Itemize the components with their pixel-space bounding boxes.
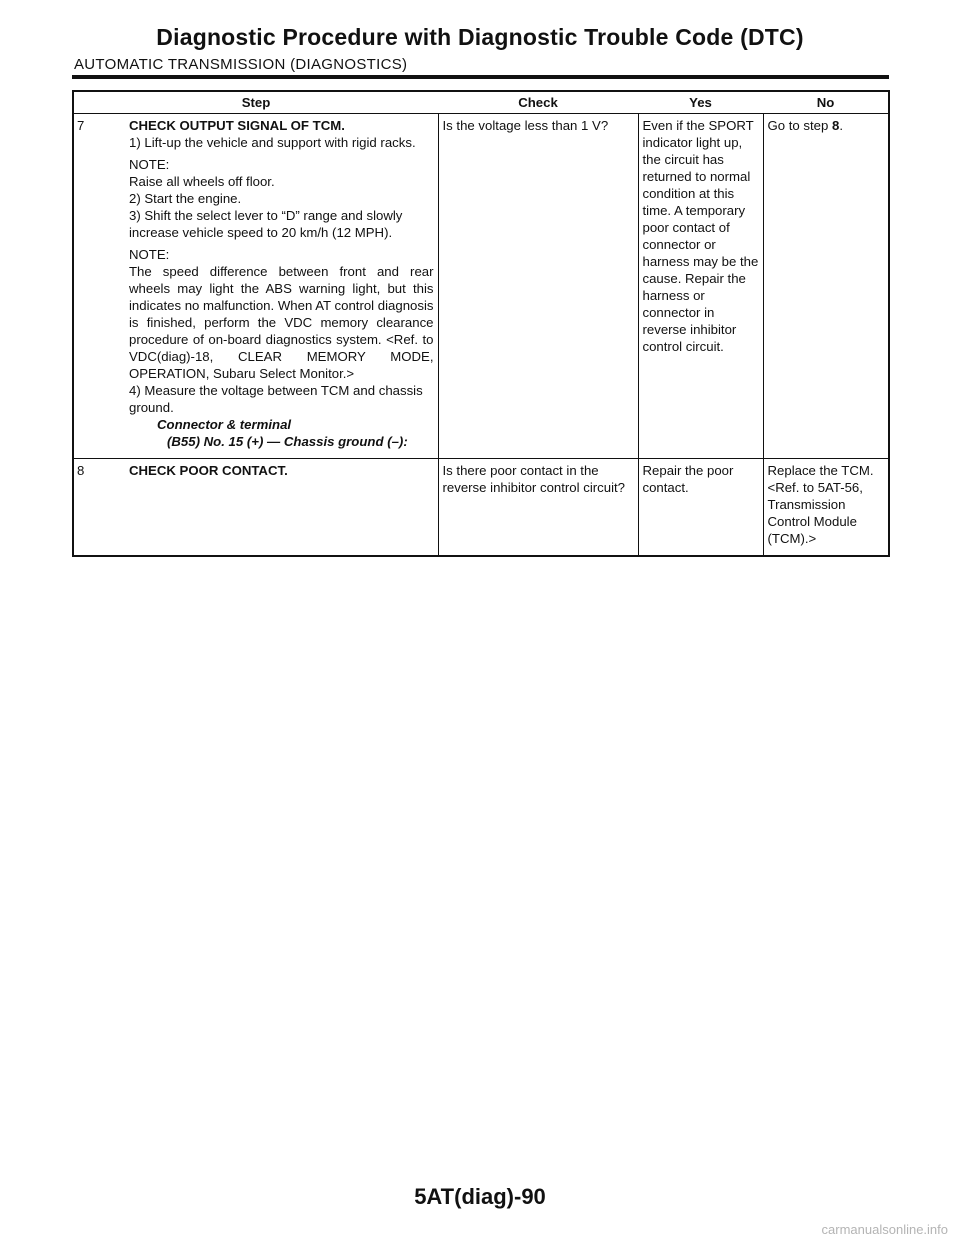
step-title: CHECK OUTPUT SIGNAL OF TCM. xyxy=(129,118,345,133)
note-text: Raise all wheels off floor. xyxy=(129,174,275,189)
column-header-yes: Yes xyxy=(638,91,763,114)
connector-label: Connector & terminal xyxy=(157,417,292,432)
page-title: Diagnostic Procedure with Diagnostic Trouble Code (DTC) xyxy=(156,24,804,50)
table-header-row xyxy=(73,91,889,114)
check-cell xyxy=(438,459,638,557)
step-cell xyxy=(73,459,438,557)
yes-text: Even if the SPORT indicator light up, the circuit has returned to normal condition at this time. A temporary poor contact of connector or harness may be the cause. Repair the harness or connector in reverse inhibitor control circuit. xyxy=(642,118,759,354)
header-rule xyxy=(72,75,889,79)
step-instruction: 4) Measure the voltage between TCM and chassis ground. xyxy=(129,383,423,415)
table-row xyxy=(73,114,889,459)
diagnostic-table xyxy=(72,90,890,557)
step-title: CHECK POOR CONTACT. xyxy=(129,463,288,478)
table-row xyxy=(73,459,889,557)
page-number: 5AT(diag)-90 xyxy=(414,1184,546,1209)
step-instruction: 1) Lift-up the vehicle and support with rigid racks. xyxy=(129,135,416,150)
note-text: The speed difference between front and rear wheels may light the ABS warning light, but this indicates no malfunction. When AT control diagnosis is finished, perform the VDC memory clearance procedure of on-board diagnostics system. <Ref. to VDC(diag)-18, CLEAR MEMORY MODE, OPERATION, Subaru Select Monitor.> xyxy=(129,264,434,381)
yes-cell xyxy=(638,459,763,557)
no-cell xyxy=(763,114,889,459)
step-number: 8 xyxy=(77,463,85,478)
note-label: NOTE: xyxy=(129,157,170,172)
step-cell xyxy=(73,114,438,459)
section-title: AUTOMATIC TRANSMISSION (DIAGNOSTICS) xyxy=(74,56,408,73)
yes-text: Repair the poor contact. xyxy=(642,463,734,495)
check-cell xyxy=(438,114,638,459)
check-text: Is there poor contact in the reverse inhibitor control circuit? xyxy=(442,463,626,495)
column-header-no: No xyxy=(763,91,889,114)
watermark: carmanualsonline.info xyxy=(821,1222,948,1237)
step-instruction: 3) Shift the select lever to “D” range and slowly increase vehicle speed to 20 km/h (12 MPH). xyxy=(129,208,403,240)
step-instruction: 2) Start the engine. xyxy=(129,191,242,206)
no-step-ref: 8 xyxy=(832,118,840,133)
connector-value: (B55) No. 15 (+) — Chassis ground (–): xyxy=(167,434,408,449)
step-number: 7 xyxy=(77,118,85,133)
column-header-check: Check xyxy=(438,91,638,114)
note-label: NOTE: xyxy=(129,247,170,262)
check-text: Is the voltage less than 1 V? xyxy=(442,118,609,133)
no-cell xyxy=(763,459,889,557)
yes-cell xyxy=(638,114,763,459)
no-prefix: Go to step xyxy=(767,118,833,133)
no-text: Replace the TCM. <Ref. to 5AT-56, Transmission Control Module (TCM).> xyxy=(767,463,874,546)
column-header-step: Step xyxy=(73,91,438,114)
no-suffix: . xyxy=(839,118,844,133)
